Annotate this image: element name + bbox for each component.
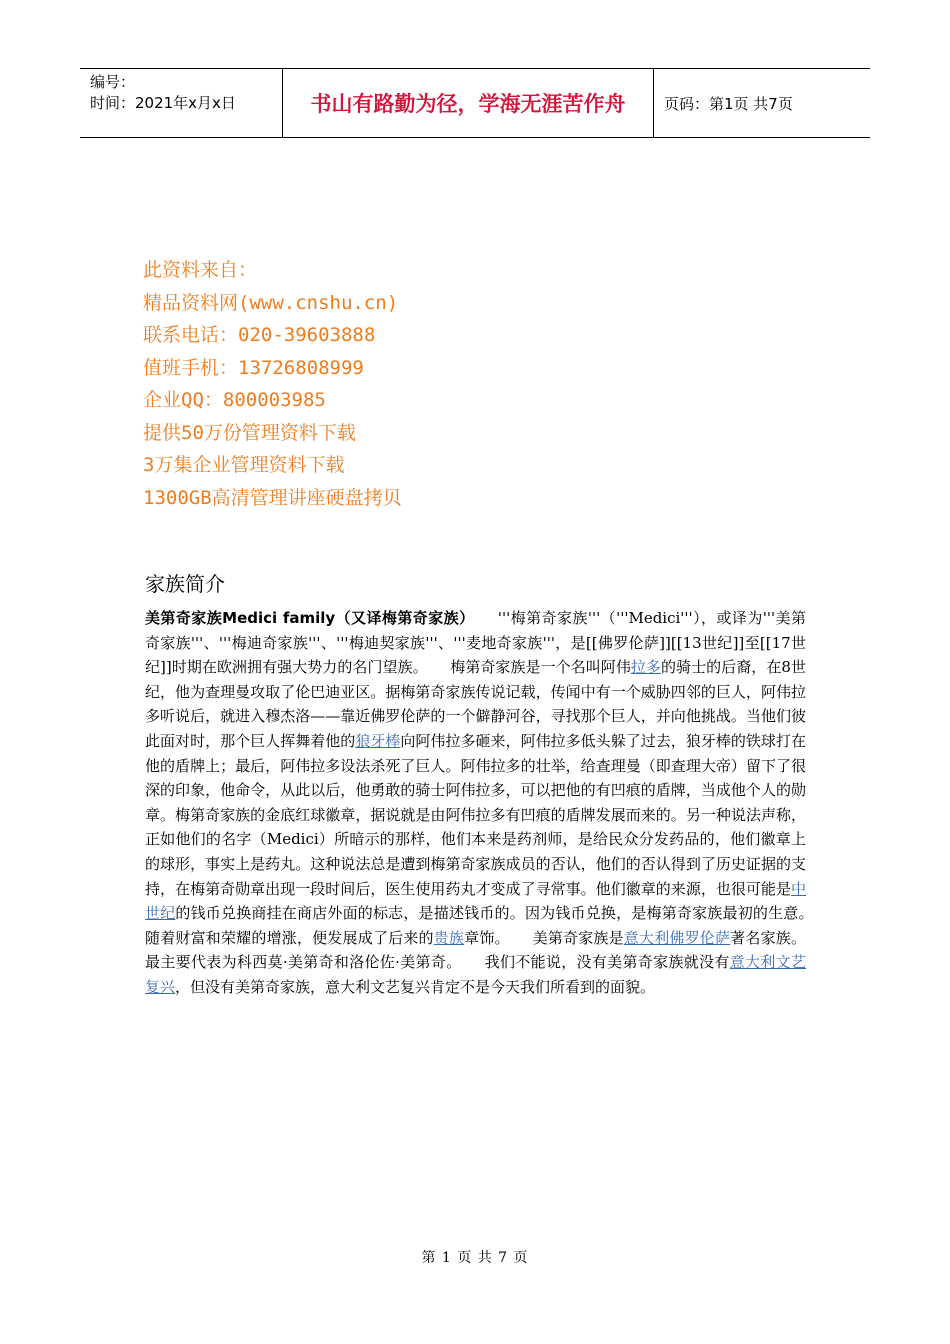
- link-nobility[interactable]: 贵族: [433, 928, 465, 947]
- source-line: 精品资料网(www.cnshu.cn): [143, 291, 399, 314]
- article-body: [145, 606, 822, 1000]
- article-text: 的钱币兑换商挂在商店外面的标志，是描述钱币的。因为钱币兑换，是梅第奇家族最初的生意。 随着财富和荣耀的增涨，便发展成了后来的: [145, 904, 822, 947]
- header-page-info: 页码：第1页 共7页: [664, 94, 793, 113]
- link-florence[interactable]: 意大利佛罗伦萨: [623, 928, 731, 947]
- article-text: 章饰。 美第奇家族是: [464, 928, 624, 947]
- source-line: 提供50万份管理资料下载: [143, 421, 356, 444]
- source-info-block: [143, 254, 402, 514]
- source-line: 值班手机：13726808999: [143, 356, 364, 379]
- header-motto: 书山有路勤为径，学海无涯苦作舟: [282, 69, 654, 137]
- header-time-label: 时间：2021年x月x日: [90, 94, 236, 112]
- article-text: 的骑士的后裔，在8世纪，他为查理曼攻取了伦巴迪亚区。据梅第奇家族传说记载，传闻中有一个威胁四邻的巨人，阿伟拉多听说后，就进入穆杰洛——靠近佛罗伦萨的一个僻静河谷，寻找那个巨人，并向他挑战。当他们彼此面对时，那个巨人挥舞着他的: [145, 658, 806, 750]
- source-line: 此资料来自：: [143, 259, 258, 281]
- link-renaissance[interactable]: 意大利文艺复兴: [145, 953, 806, 996]
- source-line: 3万集企业管理资料下载: [143, 454, 345, 476]
- article-text: ，但没有美第奇家族，意大利文艺复兴肯定不是今天我们所看到的面貌。: [175, 977, 656, 996]
- article-text: 著名家族。最主要代表为科西莫·美第奇和洛伦佐·美第奇。 我们不能说，没有美第奇家族就没有: [145, 928, 806, 972]
- article-text: 向阿伟拉多砸来，阿伟拉多低头躲了过去，狼牙棒的铁球打在他的盾牌上；最后，阿伟拉多设法杀死了巨人。阿伟拉多的壮举，给查理曼（即查理大帝）留下了很深的印象，他命令，从此以后，他勇敢的骑士阿伟拉多，可以把他的有凹痕的盾牌，当成他个人的勋章。梅第奇家族的金底红球徽章，据说就是由阿伟拉多有凹痕的盾牌发展而来的。另一种说法声称，正如他们的名字（Medici）所暗示的那样，他们本来是药剂师，是给民众分发药品的，他们徽章上的球形，事实上是药丸。这种说法总是遭到梅第奇家族成员的否认，他们的否认得到了历史证据的支持，在梅第奇勋章出现一段时间后，医生使用药丸才变成了寻常事。他们徽章的来源，也很可能是: [145, 731, 806, 898]
- link-middle-ages[interactable]: 中世纪: [145, 879, 806, 923]
- source-line: 1300GB高清管理讲座硬盘拷贝: [143, 486, 402, 509]
- source-line: 企业QQ：800003985: [143, 389, 326, 411]
- section-title: 家族简介: [145, 572, 225, 596]
- article-text: '''梅第奇家族'''（'''Medici'''），或译为'''美第奇家族'''、'''梅迪奇家族'''、'''梅迪契家族'''、'''麦地奇家族'''，是[[佛罗伦萨]][[13世纪]]至[[17世纪]]时期在欧洲拥有强大势力的名门望族。 梅第奇家族是一个名叫阿伟: [145, 609, 806, 677]
- page-header: [80, 68, 870, 138]
- page-footer: 第 1 页 共 7 页: [421, 1250, 529, 1266]
- link-mace[interactable]: 狼牙棒: [355, 731, 401, 750]
- header-meta: [80, 69, 282, 137]
- source-line: 联系电话：020-39603888: [143, 324, 376, 346]
- link-alvarado[interactable]: 拉多: [630, 658, 661, 677]
- article-lead: 美第奇家族Medici family（又译梅第奇家族）: [145, 609, 468, 627]
- header-number-label: 编号：: [90, 73, 136, 91]
